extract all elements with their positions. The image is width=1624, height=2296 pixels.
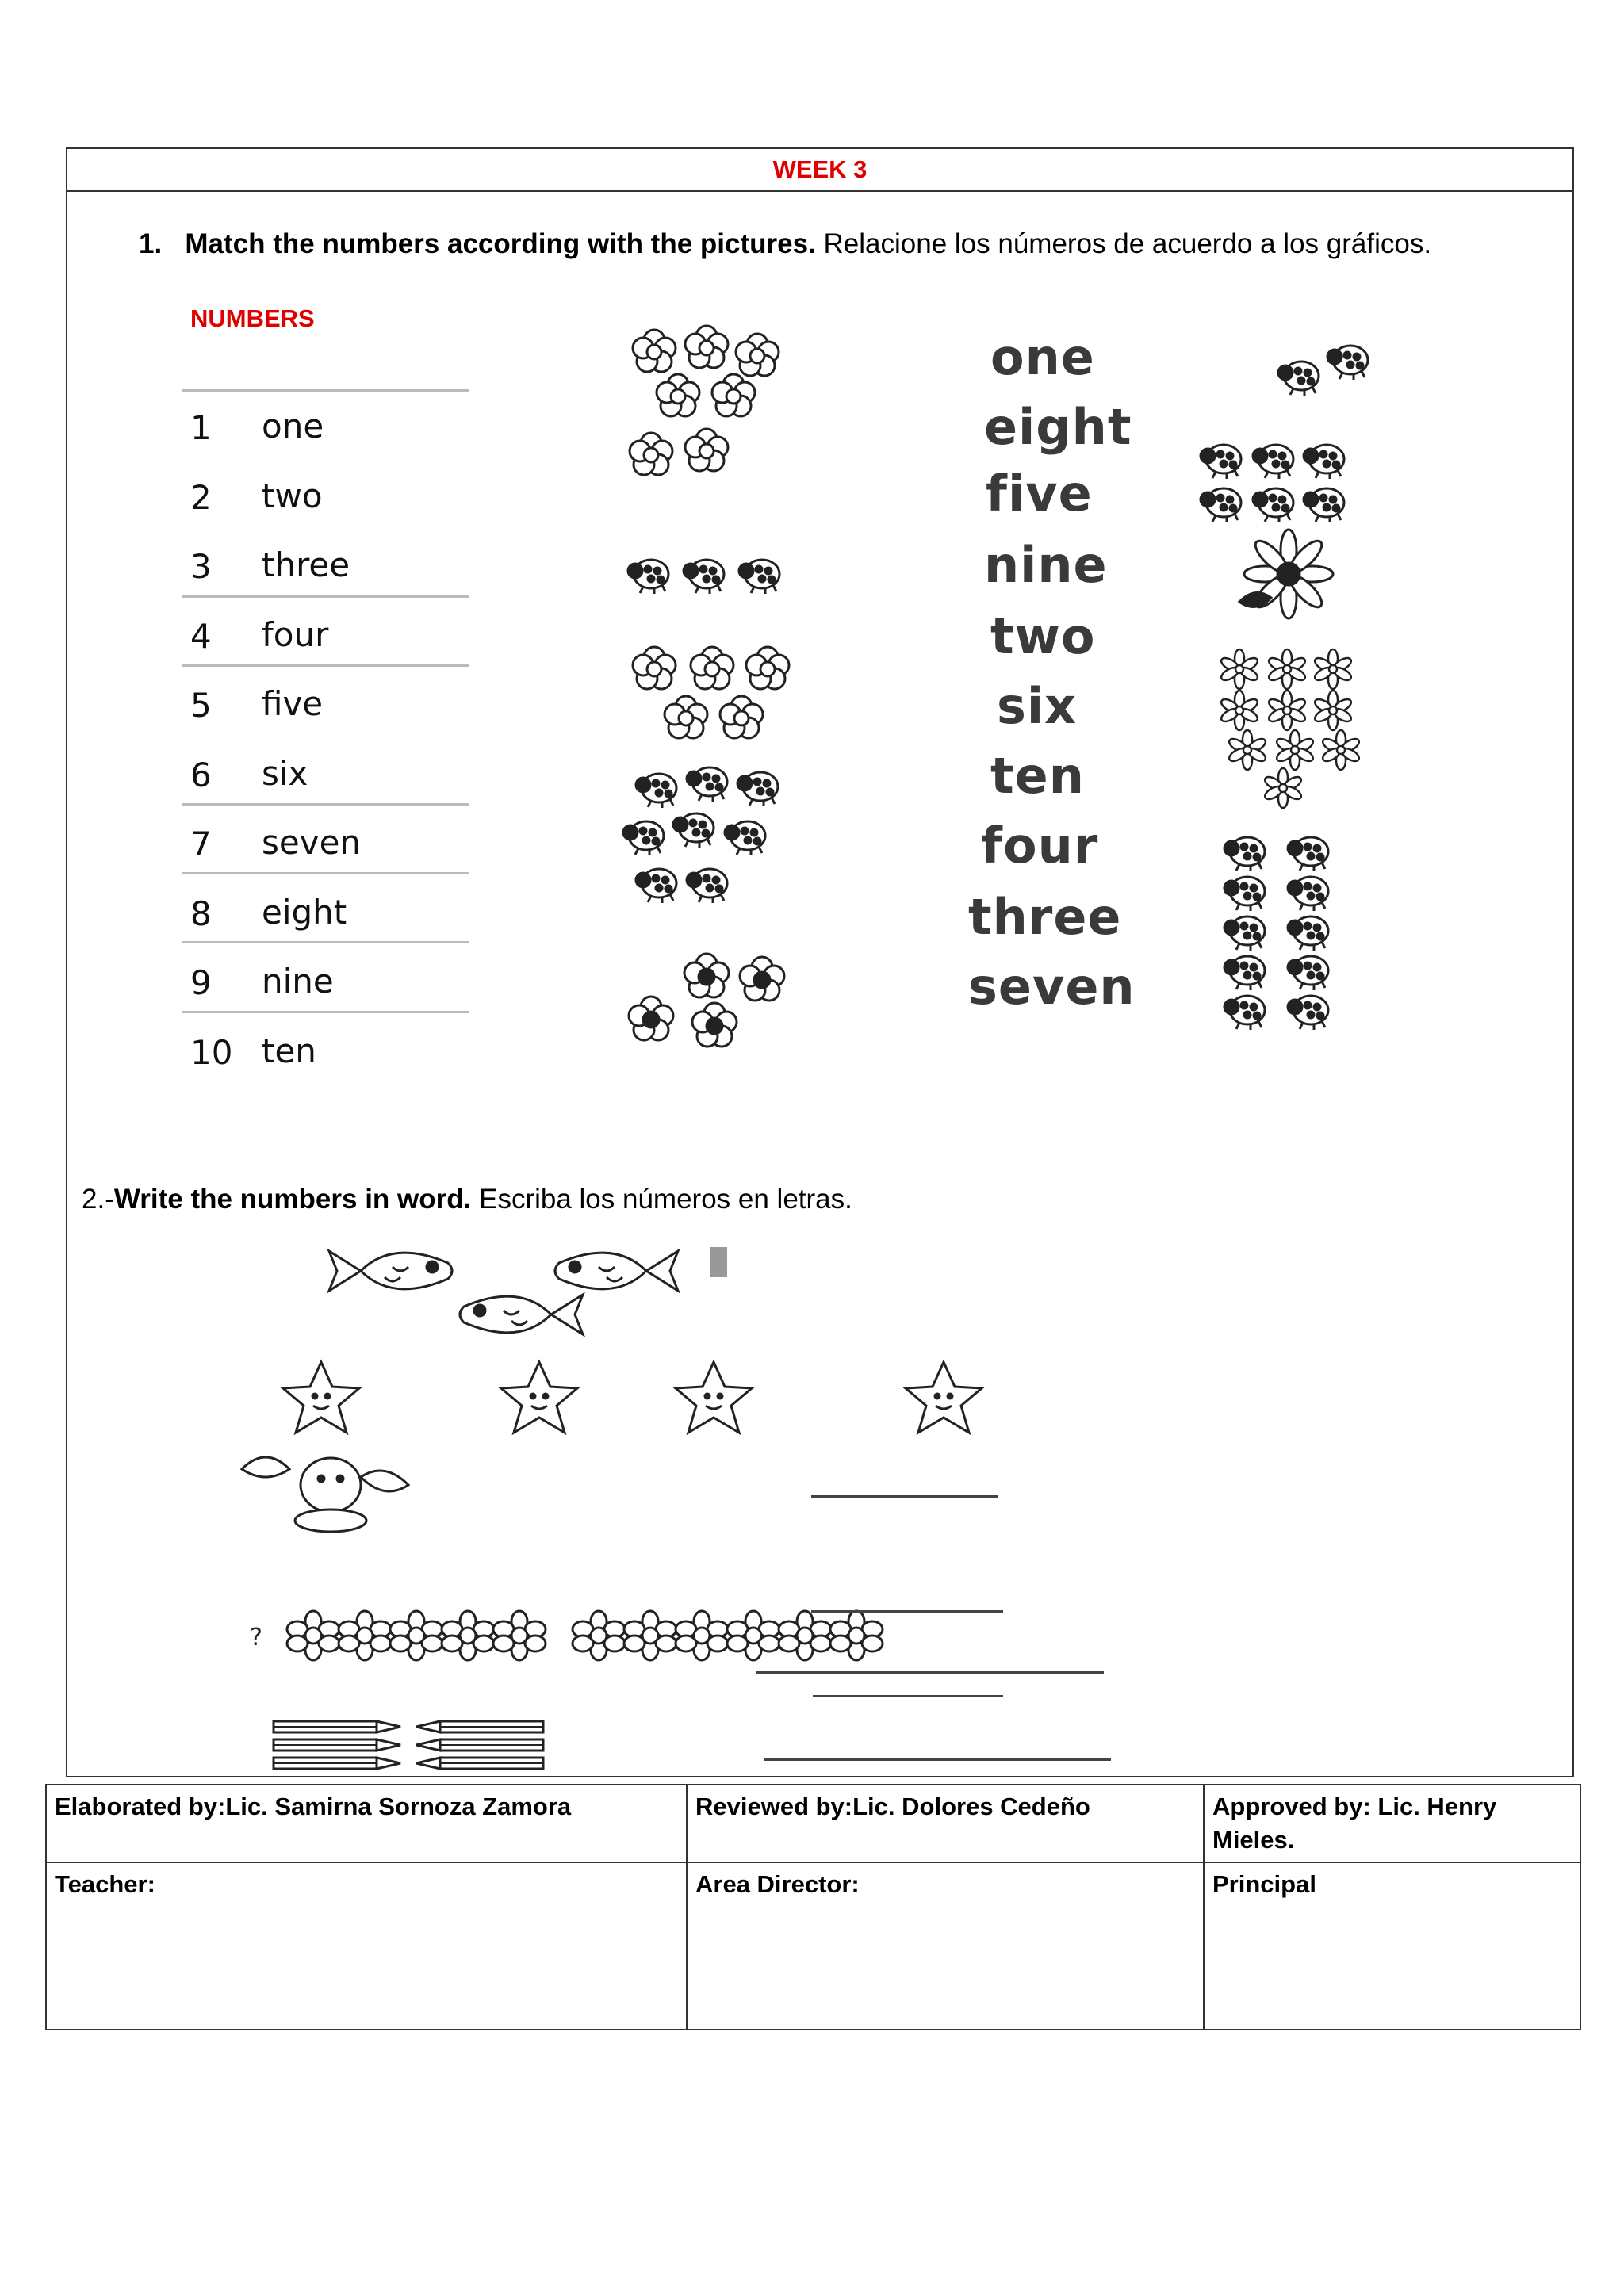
number-digit: 1	[190, 408, 212, 447]
teacher-signature: Teacher:	[46, 1862, 687, 2030]
match-word: seven	[968, 958, 1136, 1016]
match-word: three	[968, 888, 1122, 946]
number-digit: 4	[190, 616, 212, 656]
scan-artifact	[710, 1247, 727, 1277]
question-1-instruction: Match the numbers according with the pictures.	[185, 228, 816, 259]
number-row	[182, 530, 469, 599]
number-digit: 7	[190, 825, 212, 863]
number-digit: 8	[190, 894, 212, 933]
number-word: five	[262, 684, 324, 723]
reviewed-by: Reviewed by:Lic. Dolores Cedeño	[687, 1785, 1204, 1862]
number-digit: 3	[190, 547, 212, 586]
table-rule	[182, 941, 469, 943]
fish-group	[329, 1251, 678, 1334]
ladybugs-group-4	[1224, 837, 1328, 1030]
number-row	[182, 738, 469, 808]
number-word: one	[262, 407, 324, 446]
ladybugs-group-1	[628, 560, 779, 594]
number-row	[182, 391, 469, 461]
stars-group	[283, 1362, 982, 1433]
number-row	[182, 668, 469, 738]
flowers-group-2	[633, 647, 789, 738]
numbers-heading: NUMBERS	[190, 304, 315, 332]
number-row	[182, 807, 469, 877]
answer-line-3[interactable]	[813, 1695, 1003, 1697]
number-row	[182, 1016, 469, 1085]
number-row	[182, 461, 469, 530]
matching-exercise	[613, 328, 1406, 1047]
table-rule	[182, 1011, 469, 1013]
match-word: two	[990, 607, 1096, 665]
answer-line-1[interactable]	[811, 1495, 998, 1498]
flowers-group-4	[1220, 649, 1362, 808]
table-rule	[182, 595, 469, 598]
table-rule	[182, 664, 469, 667]
number-row	[182, 946, 469, 1016]
number-word: two	[262, 476, 323, 515]
daisies-group	[287, 1611, 883, 1660]
pencils-group	[274, 1721, 543, 1769]
principal-signature: Principal	[1204, 1862, 1580, 2030]
number-digit: 5	[190, 686, 212, 725]
number-word: three	[262, 545, 350, 584]
number-row	[182, 599, 469, 669]
flowers-group-1	[630, 326, 779, 475]
ladybugs-group-3	[1201, 445, 1344, 522]
ladybugs-group-2	[623, 767, 778, 903]
answer-line-5[interactable]	[764, 1758, 1111, 1761]
week-title: WEEK 3	[67, 149, 1572, 192]
writing-exercise	[250, 1247, 1217, 1778]
number-digit: 10	[190, 1032, 233, 1072]
table-rule	[182, 803, 469, 806]
ladybug-pair	[1278, 346, 1368, 396]
number-word: nine	[262, 962, 334, 1001]
question-mark-glyph: ?	[250, 1624, 262, 1651]
number-word: ten	[262, 1031, 316, 1070]
match-word: nine	[984, 536, 1108, 594]
approved-by: Approved by: Lic. Henry Mieles.	[1204, 1785, 1580, 1862]
match-word: one	[990, 328, 1095, 386]
question-1	[139, 228, 1431, 260]
question-2	[82, 1184, 852, 1215]
question-1-number: 1.	[139, 228, 163, 259]
match-word: eight	[984, 398, 1132, 456]
elaborated-by: Elaborated by:Lic. Samirna Sornoza Zamora	[46, 1785, 687, 1862]
writing-pictures	[250, 1247, 1217, 1778]
match-word: five	[986, 465, 1093, 522]
approval-table	[45, 1784, 1581, 2030]
number-word: seven	[262, 823, 362, 862]
match-word: four	[981, 817, 1099, 874]
number-digit: 9	[190, 963, 212, 1002]
number-word: eight	[262, 892, 347, 932]
bird	[242, 1457, 408, 1532]
question-2-translation: Escriba los números en letras.	[471, 1184, 852, 1215]
area-director-signature: Area Director:	[687, 1862, 1204, 2030]
worksheet-box	[66, 147, 1574, 1777]
question-2-number: 2.-	[82, 1184, 114, 1215]
numbers-table	[182, 391, 469, 1085]
number-row	[182, 877, 469, 947]
table-rule	[182, 872, 469, 874]
answer-line-2[interactable]	[811, 1610, 1003, 1613]
flowers-group-3	[629, 954, 784, 1047]
match-word: ten	[990, 747, 1085, 805]
number-word: four	[262, 614, 329, 654]
number-digit: 2	[190, 477, 212, 517]
big-flower	[1239, 530, 1333, 618]
match-word: six	[997, 677, 1078, 735]
number-digit: 6	[190, 755, 212, 794]
question-1-translation: Relacione los números de acuerdo a los gráficos.	[815, 228, 1432, 259]
question-2-instruction: Write the numbers in word.	[113, 1184, 472, 1215]
answer-line-4[interactable]	[756, 1671, 1104, 1674]
number-word: six	[262, 753, 308, 793]
